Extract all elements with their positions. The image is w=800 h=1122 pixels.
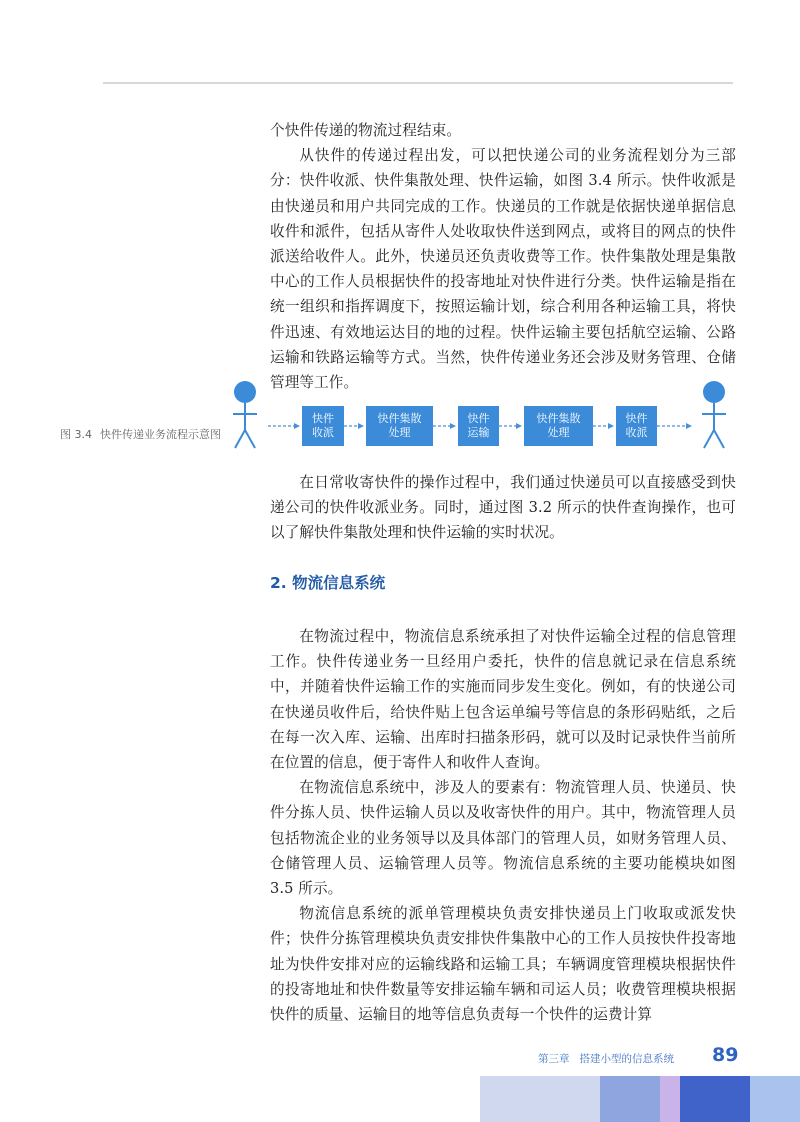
flow-step-4 [524, 406, 593, 446]
arrowhead-6 [686, 423, 692, 429]
arrowhead-1 [294, 423, 300, 429]
paragraph-3: 在物流过程中，物流信息系统承担了对快件运输全过程的信息管理工作。快件传递业务一旦经用户委托，快件的信息就记录在信息系统中，并随着快件运输工作的实施而同步发生变化。例如，有的快递公司在快递员收件后，给快件贴上包含运单编号等信息的条形码贴纸，之后在每一次入库、运输、出库时扫描条形码，就可以及时记录快件当前所在位置的信息，便于寄件人和收件人查询。 [270, 628, 736, 772]
flow-step-2 [366, 406, 433, 446]
arrowhead-3 [450, 423, 456, 429]
text-block-middle [270, 470, 736, 546]
figure-3-4 [232, 378, 740, 454]
flow-step-5-line1: 快件 [625, 412, 648, 425]
page-number: 89 [712, 1044, 739, 1066]
flow-step-1 [302, 406, 344, 446]
footer-bar-3 [660, 1076, 680, 1122]
paragraph-top: 个快件传递的物流过程结束。 [270, 122, 462, 139]
paragraph-5: 物流信息系统的派单管理模块负责安排快递员上门收取或派发快件；快件分拣管理模块负责安排快件集散中心的工作人员按快件投寄地址为快件安排对应的运输线路和运输工具；车辆调度管理模块根据快件的投寄地址和快件数量等安排运输车辆和司运人员；收费管理模块根据快件的质量、运输目的地等信息负责每一个快件的运费计算 [270, 905, 736, 1024]
paragraph-1: 从快件的传递过程出发，可以把快递公司的业务流程划分为三部分：快件收派、快件集散处理、快件运输，如图 3.4 所示。快件收派是由快递员和用户共同完成的工作。快递员的工作就是依据快递单据信息收件和派件，包括从寄件人处收取快件送到网点，或将目的网点的快件派送给收件人。此外，快递员还负责收费等工作。快件集散处理是集散中心的工作人员根据快件的投寄地址对快件进行分类。快件运输是指在统一组织和指挥调度下，按照运输计划，综合利用各种运输工具，将快件迅速、有效地运达目的地的过程。快件运输主要包括航空运输、公路运输和铁路运输等方式。当然，快件传递业务还会涉及财务管理、仓储管理等工作。 [270, 147, 736, 392]
arrowhead-4 [516, 423, 522, 429]
flow-step-2-line1: 快件集散 [377, 412, 422, 425]
flow-step-3 [458, 406, 499, 446]
arrowhead-2 [358, 423, 364, 429]
chapter-label: 第三章 [538, 1053, 570, 1065]
flow-step-1-line2: 收派 [312, 426, 334, 439]
chapter-title: 搭建小型的信息系统 [579, 1053, 674, 1065]
flow-step-4-line1: 快件集散 [536, 412, 581, 425]
flow-step-3-line1: 快件 [467, 412, 490, 425]
figure-number: 图 3.4 [60, 428, 92, 441]
paragraph-4: 在物流信息系统中，涉及人的要素有：物流管理人员、快递员、快件分拣人员、快件运输人员以及收寄快件的用户。其中，物流管理人员包括物流企业的业务领导以及具体部门的管理人员，如财务管理人员、仓储管理人员、运输管理人员等。物流信息系统的主要功能模块如图 3.5 所示。 [270, 779, 736, 898]
arrowhead-5 [608, 423, 614, 429]
header-rule [103, 82, 733, 84]
footer-chapter [538, 1051, 674, 1066]
receiver-person-icon [702, 381, 726, 448]
paragraph-2: 在日常收寄快件的操作过程中，我们通过快递员可以直接感受到快递公司的快件收派业务。同时，通过图 3.2 所示的快件查询操作，也可以了解快件集散处理和快件运输的实时状况。 [270, 474, 736, 542]
figure-caption [60, 427, 230, 443]
flow-step-5-line2: 收派 [625, 426, 648, 439]
figure-caption-text: 快件传递业务流程示意图 [100, 428, 221, 441]
text-block-bottom [270, 624, 736, 1027]
flow-step-2-line2: 处理 [388, 426, 411, 439]
footer-bar-5 [750, 1076, 800, 1122]
flow-step-5 [616, 406, 657, 446]
flow-step-4-line2: 处理 [547, 426, 570, 439]
footer-bar-1 [480, 1076, 600, 1122]
footer-bar-2 [600, 1076, 660, 1122]
sender-person-icon [233, 381, 257, 448]
footer-bar-4 [680, 1076, 750, 1122]
text-block-top [270, 118, 736, 395]
section-title: 2. 物流信息系统 [270, 574, 386, 592]
flow-step-3-line2: 运输 [467, 426, 490, 439]
flow-step-1-line1: 快件 [312, 412, 334, 425]
